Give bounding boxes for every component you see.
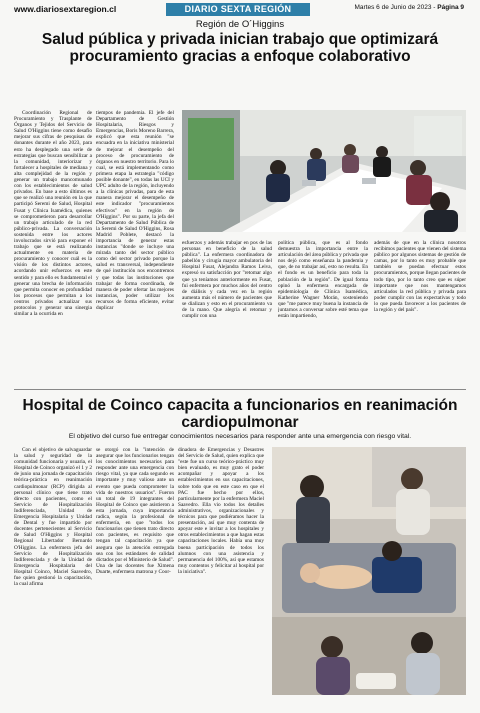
article1-column-5: además de que en la clínica nosotros recibimos pacientes que vienen del sistema público por algunos sistemas de gestión de camas, por lo tanto es muy probable que también se puedan efectuar estos procuramientos, porque llegan pacientes de todo tipo, por lo tanto creo que es súper importante que nos mantengamos articulados la red pública y privada para poder cumplir con las expectativas y todo lo que pueda favorecer a los pacientes de la región y del país". (374, 240, 466, 314)
article1-column-3: esfuerzos y además trabajar en pos de las personas en beneficio de la salud pública". La enfermera coordinadora de pabellón y cirugía mayor ambulatoria del Hospital Fusat, Alejandra Ramos Leiva, expresó su satisfacción por "retomar algo que ya teníamos anteriormente en Fusat, fui enfermera por muchos años del centro de diálisis y cada vez en la región aumenta más el número de pacientes que se dializan y esto en el procuramiento va de la mano. Que alegría el retomar y cumplir con una (182, 240, 272, 320)
article2-column-3: dinadora de Emergencias y Desastres del Servicio de Salud, quien explica que "este fue un curso teórico-práctico muy bien evaluado, es muy grato el poder acompañar y apoyar a los establecimientos en sus capacitaciones, sobre todo que en este caso en que el PAC fue hecho por ellos, particularmente por la enfermera Maciel Saavedro. Ella vio todos los detalles administrativos, organizacionales y técnicos para que pudiéramos hacer la presentación, así que muy contenta de apoyar este e invitar a los hospitales y otros establecimientos a que hagan estas capacitaciones locales. Había una muy buena participación de todos los alumnos con una asistencia y permanencia del 100%, así que estamos muy contentos y felicitar al hospital por la iniciativa". (178, 447, 264, 575)
cpr-training-image (272, 447, 466, 695)
article2-headline: Hospital de Coinco capacita a funcionarios en reanimación cardiopulmonar (22, 397, 458, 431)
section-band: DIARIO SEXTA REGIÓN (166, 3, 310, 16)
article1-headline: Salud pública y privada inician trabajo que optimizará procuramiento gracias a enfoque colaborativo (41, 31, 439, 65)
article1-meeting-photo (182, 110, 466, 232)
site-url[interactable]: www.diariosextaregion.cl (14, 4, 117, 14)
meeting-room-image (182, 110, 466, 232)
region-kicker: Región de O´Higgins (195, 19, 285, 30)
page-number: Página 9 (437, 4, 464, 11)
article2-subtitle: El objetivo del curso fue entregar conocimientos necesarios para responder ante una emergencia con riesgo vital. (68, 433, 412, 440)
issue-date: Martes 6 de Junio de 2023 - (354, 4, 438, 11)
article1-column-4: política pública, que es al fondo demuestra la importancia entre la articulación del área pública y privada que nos dejó como enseñanza la pandemia y que, de no trabajar así, esto no resulta. En el fondo es un beneficio para toda la población de la región". De igual forma opinó la enfermera encargada de epidemiología de Clínica Isamédica, Katherine Wagner Morán, sosteniendo que "me parece muy buena la instancia de juntarnos a conversar sobre esté tema que están impartiendo, (278, 240, 368, 320)
date-line (355, 4, 464, 11)
article2-cpr-training-photo (272, 447, 466, 695)
article1-column-2: tiempos de pandemia. El jefe del Departamento de Gestión Hospitalaria, Riesgos y Emergencias, Boris Moreno Barrera, explicó que esta reunión "se encuadra en la iniciativa ministerial de mejorar el desempeño del proceso de procuramiento de órganos en nuestro territorio. Para lo cual, se está implementando como primera etapa la estrategia "código posible donante", en todas las UCI y UPC adulto de la región, incluyendo a la clínicas privadas, para de esta manera mejorar el desempeño de este indicador "procuramientos efectivos" en la región de O'Higgins". Por su parte, la jefa del Departamento de Salud Pública de la Seremi de Salud O'Higgins, Rosa Madrid Poblete, destacó la importancia de generar estas instancias "donde se incluye una mirada tanto del sector público como del sector privado porque la salud es transversal, independiente de qué institución nos encontremos y que todas las instituciones que trabajar de forma coordinada, de manera de poder ofertar las mejores instancias, poder utilizar los recursos de forma eficiente, evitar duplicar (96, 110, 174, 311)
section-divider (14, 389, 466, 390)
article2-column-2: se otorgó con la "intención de asegurar que los funcionarios tengan los conocimientos necesarios para responder ante una emergencia con riesgo vital, ya que cada segundo es importante y muy valioso ante un evento que pueda comprometer la vida de nuestros usuarios". Fueron un total de 19 integrantes del Hospital de Coinco que asistieron a esta jornada, cuya importancia radica, según la profesional de enfermería, en que "todos los funcionarios que tienen trato directo con pacientes, es requisito que tengan tal capacitación ya que asegura que la atención entregada sea con los estándares de calidad dictados por el Ministerio de Salud". Una de las docentes fue Ximena Duarte, enfermera matrona y Coor- (96, 447, 174, 575)
article2-column-1: Con el objetivo de salvaguardar la salud y seguridad de la comunidad funcionaria y usuaria, el Hospital de Coinco organizó el 1 y 2 de junio una jornada de capacitación teórica-práctica en reanimación cardiopulmonar (RCP) dirigida al personal clínico que tiene trato directo con pacientes, como el Servicio de Hospitalización Indiferenciada, Unidad de Emergencia Hospitalaria y Unidad de Dental y fue impartido por docentes pertenecientes al Servicio de Salud O'Higgins y Hospital Regional Libertador Bernardo O'Higgins. La enfermera jefa del Servicio de Hospitalización Indiferenciada y de la Unidad de Emergencia Hospitalaria del Hospital Coinco, Maciel Saavedro, fue quien gestionó la capacitación, la cual afirma (14, 447, 92, 588)
article1-column-1: Coordinación Regional de Procuramiento y Trasplante de Órganos y Tejidos del Servicio de Salud O'Higgins tiene como desafío mejorar sus cifras de pesquisas de donantes durante el año 2023, para esto ha desplegado una serie de estrategias que buscan sensibilizar a la comunidad, interiorizar y fortalecer a hospitales de mediana y alta complejidad de la región y generar un trabajo mancomunado con los establecimientos de salud privados. En base a esto últimos es que se realizó una reunión en la que participó Seremi de Salud, Hospital Fusat y Clínica Isamédica, quienes se comprometieron para desarrollar un trabajo articulado de la red público-privada. La conversación sostenida entre los actores involucrados sirvió para exponer el trabajo que se está realizando actualmente en materia de procuramiento y conocer cuál es la visión de los distintos actores, acordando unir esfuerzos en este sentido y para ello es fundamental el generar una brecha de información que permita conocer en profundidad los procesos que permitan a los centros privados actualizar sus protocolos y generar una sinergia similar a la ocurrida en (14, 110, 92, 318)
